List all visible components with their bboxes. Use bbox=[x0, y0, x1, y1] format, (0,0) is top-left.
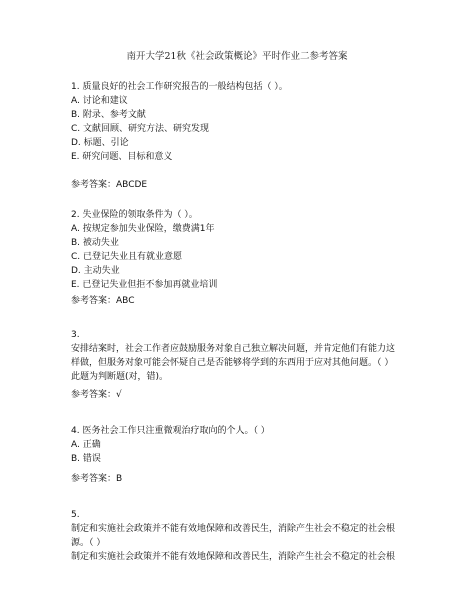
option-a: A. 讨论和建议 bbox=[71, 96, 128, 106]
option-e: E. 已登记失业但拒不参加再就业培训 bbox=[71, 280, 218, 290]
question-2 bbox=[71, 208, 411, 292]
question-4 bbox=[71, 424, 411, 466]
question-text-line: 制定和实施社会政策并不能有效地保障和改善民生，消除产生社会不稳定的社会根 bbox=[71, 524, 396, 534]
option-c: C. 文献回顾、研究方法、研究发现 bbox=[71, 124, 210, 134]
option-a: A. 正确 bbox=[71, 440, 101, 450]
question-number: 5. bbox=[71, 510, 80, 520]
answer-line-1 bbox=[71, 178, 147, 192]
question-text-line: 安排结案时，社会工作者应鼓励服务对象自己独立解决问题，并肯定他们有能力这 bbox=[71, 344, 396, 354]
option-e: E. 研究问题、目标和意义 bbox=[71, 152, 173, 162]
option-d: D. 主动失业 bbox=[71, 266, 120, 276]
question-text-line: 样做，但服务对象可能会怀疑自己是否能够将学到的东西用于应对其他问题。（ ） bbox=[71, 358, 394, 368]
answer-value: √ bbox=[116, 390, 122, 400]
option-c: C. 已登记失业且有就业意愿 bbox=[71, 252, 183, 262]
option-b: B. 被动失业 bbox=[71, 238, 119, 248]
option-d: D. 标题、引论 bbox=[71, 138, 129, 148]
answer-value: B bbox=[116, 474, 123, 484]
question-stem: 2. 失业保险的领取条件为（ ）。 bbox=[71, 210, 198, 220]
answer-value: ABCDE bbox=[116, 180, 148, 190]
answer-label: 参考答案： bbox=[71, 180, 117, 190]
question-1 bbox=[71, 80, 411, 164]
question-text-line: 此题为判断题(对，错)。 bbox=[71, 372, 169, 382]
question-text-line: 源。（ ） bbox=[71, 538, 106, 548]
option-b: B. 附录、参考文献 bbox=[71, 110, 146, 120]
answer-line-2 bbox=[71, 294, 134, 308]
question-5 bbox=[71, 508, 411, 564]
option-b: B. 错误 bbox=[71, 454, 101, 464]
answer-value: ABC bbox=[116, 296, 135, 306]
answer-line-3 bbox=[71, 388, 122, 402]
answer-label: 参考答案： bbox=[71, 296, 117, 306]
answer-label: 参考答案： bbox=[71, 474, 117, 484]
question-text-line: 制定和实施社会政策并不能有效地保障和改善民生，消除产生社会不稳定的社会根 bbox=[71, 552, 396, 562]
answer-line-4 bbox=[71, 472, 122, 486]
question-stem: 1. 质量良好的社会工作研究报告的一般结构包括（ ）。 bbox=[71, 82, 288, 92]
question-number: 3. bbox=[71, 330, 80, 340]
question-stem: 4. 医务社会工作只注重微观治疗取向的个人。（ ） bbox=[71, 426, 270, 436]
question-3 bbox=[71, 328, 411, 384]
answer-label: 参考答案： bbox=[71, 390, 117, 400]
document-title: 南开大学21秋《社会政策概论》平时作业二参考答案 bbox=[126, 51, 348, 62]
option-a: A. 按规定参加失业保险，缴费满1年 bbox=[71, 224, 215, 234]
